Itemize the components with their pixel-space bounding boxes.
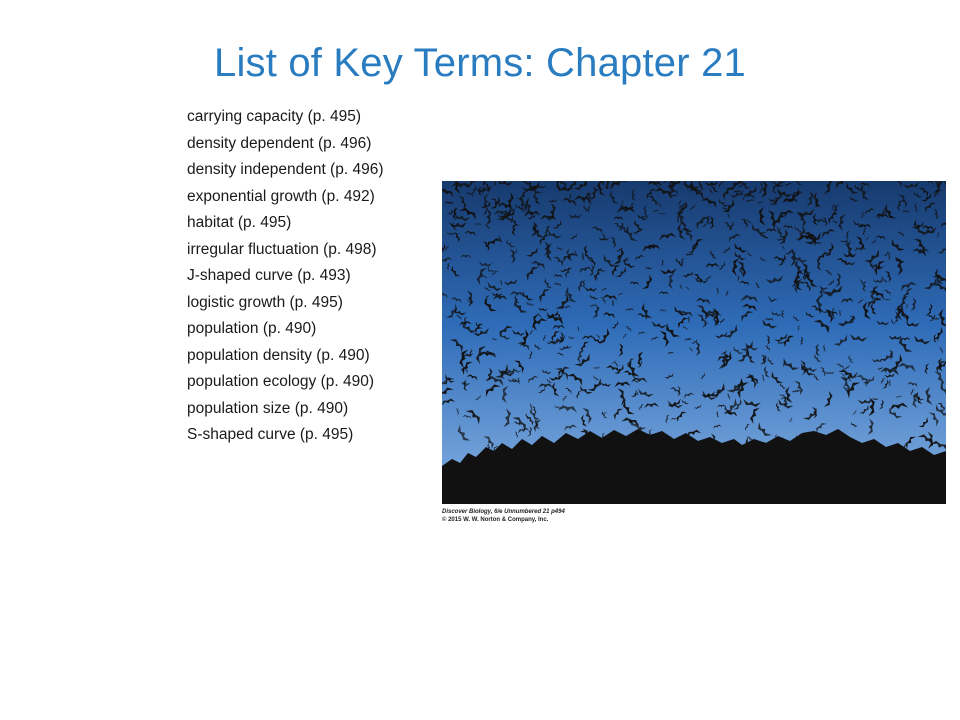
list-item: logistic growth (p. 495) bbox=[187, 293, 343, 311]
list-item: carrying capacity (p. 495) bbox=[187, 108, 362, 125]
list-item: density independent (p. 496) bbox=[187, 161, 384, 178]
list-item: population size (p. 490) bbox=[187, 399, 349, 417]
bat-swarm-photo bbox=[442, 181, 946, 531]
list-item: S-shaped curve (p. 495) bbox=[187, 426, 354, 443]
bat-swarm-image bbox=[442, 181, 946, 504]
caption-copyright: © 2015 W. W. Norton & Company, Inc. bbox=[442, 517, 549, 523]
list-item: density dependent (p. 496) bbox=[187, 134, 372, 152]
list-item: exponential growth (p. 492) bbox=[187, 187, 375, 205]
list-item: habitat (p. 495) bbox=[187, 214, 292, 231]
figure-caption bbox=[442, 508, 565, 524]
list-item: population ecology (p. 490) bbox=[187, 373, 374, 390]
caption-source: Discover Biology, 6/e Unnumbered 21 p494 bbox=[442, 509, 565, 515]
list-item: population density (p. 490) bbox=[187, 346, 370, 364]
key-terms-list bbox=[187, 104, 383, 449]
slide-title: List of Key Terms: Chapter 21 bbox=[214, 41, 746, 85]
list-item: J-shaped curve (p. 493) bbox=[187, 267, 351, 284]
list-item: irregular fluctuation (p. 498) bbox=[187, 240, 377, 258]
list-item: population (p. 490) bbox=[187, 320, 317, 337]
